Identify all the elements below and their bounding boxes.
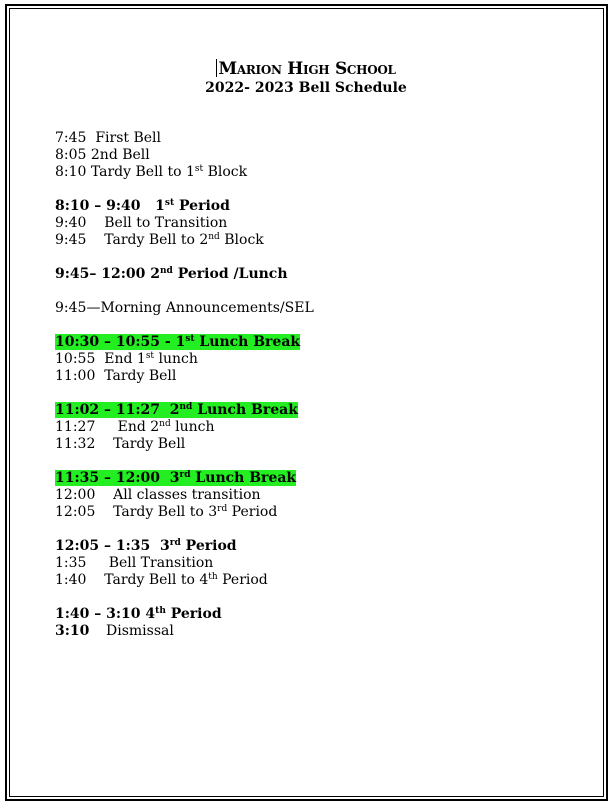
schedule-line	[55, 487, 261, 504]
ordinal-suffix: st	[164, 198, 175, 208]
line-text	[55, 419, 215, 435]
schedule-line	[55, 504, 277, 521]
ordinal-suffix: rd	[169, 538, 181, 548]
ordinal-suffix: rd	[179, 470, 191, 480]
line-text	[55, 606, 222, 622]
text-run: 11:35 – 12:00 3	[55, 470, 180, 486]
text-run: Lunch Break	[194, 334, 301, 350]
text-run: 3:10	[55, 623, 90, 639]
text-run: 8:05 2nd Bell	[55, 147, 150, 163]
schedule-line	[55, 130, 161, 147]
line-text	[55, 266, 288, 282]
line-text	[55, 232, 264, 248]
ordinal-suffix: th	[155, 606, 166, 616]
line-text	[55, 164, 247, 180]
text-run: lunch	[170, 419, 215, 435]
text-run: lunch	[154, 351, 198, 367]
text-run: Lunch Break	[190, 470, 297, 486]
text-run: Period /Lunch	[172, 266, 288, 282]
line-text	[55, 130, 161, 146]
text-run: 9:40 Bell to Transition	[55, 215, 228, 231]
line-text	[55, 623, 89, 639]
dismissal-time	[55, 623, 89, 640]
text-run: Period	[227, 504, 278, 520]
schedule-subtitle: 2022- 2023 Bell Schedule	[205, 80, 407, 96]
schedule-line	[55, 232, 264, 249]
text-run: Dismissal	[106, 623, 174, 639]
schedule-line	[55, 368, 176, 385]
text-run: Period	[217, 572, 268, 588]
schedule-period-heading	[55, 266, 288, 283]
schedule-line	[55, 419, 215, 436]
ordinal-suffix: st	[185, 334, 195, 344]
text-run: 11:32 Tardy Bell	[55, 436, 186, 452]
line-text	[55, 555, 213, 571]
ordinal-suffix: st	[145, 351, 155, 361]
text-run: Block	[203, 164, 248, 180]
text-run: 9:45 Tardy Bell to 2	[55, 232, 209, 248]
text-run: Period	[174, 198, 230, 214]
ordinal-suffix: nd	[179, 402, 193, 412]
ordinal-suffix: nd	[159, 419, 171, 429]
schedule-line	[55, 436, 185, 453]
dismissal-label	[106, 623, 174, 640]
line-text	[55, 351, 198, 367]
line-text	[55, 300, 314, 316]
ordinal-suffix: nd	[160, 266, 173, 276]
line-text	[106, 623, 174, 639]
schedule-period-heading	[55, 198, 230, 215]
text-run: 11:27 End 2	[55, 419, 160, 435]
lunch-break-heading	[55, 402, 298, 419]
line-text	[55, 470, 296, 486]
schedule-line	[55, 555, 213, 572]
school-title-text: Marion High School	[218, 59, 396, 79]
lunch-break-heading	[55, 470, 296, 487]
text-run: 8:10 Tardy Bell to 1	[55, 164, 195, 180]
text-run: 12:05 – 1:35 3	[55, 538, 170, 554]
schedule-line	[55, 300, 314, 317]
lunch-break-heading	[55, 334, 300, 351]
text-run: 12:00 All classes transition	[55, 487, 261, 503]
line-text	[55, 147, 150, 163]
line-text	[55, 538, 237, 554]
text-run: 1:35 Bell Transition	[55, 555, 214, 571]
text-run: 11:00 Tardy Bell	[55, 368, 177, 384]
text-run: Period	[165, 606, 222, 622]
line-text	[55, 436, 185, 452]
ordinal-suffix: th	[208, 572, 218, 582]
schedule-period-heading	[55, 538, 237, 555]
schedule-line	[55, 147, 150, 164]
schedule-line	[55, 572, 268, 589]
text-run: 9:45– 12:00 2	[55, 266, 161, 282]
text-run: 8:10 – 9:40 1	[55, 198, 165, 214]
text-run: 11:02 – 11:27 2	[55, 402, 180, 418]
line-text	[55, 572, 268, 588]
line-text	[55, 368, 176, 384]
ordinal-suffix: st	[194, 164, 204, 174]
text-run: Block	[219, 232, 264, 248]
text-run: 9:45—Morning Announcements/SEL	[55, 300, 314, 316]
line-text	[55, 215, 227, 231]
line-text	[55, 487, 261, 503]
line-text	[55, 198, 230, 214]
text-run: 12:05 Tardy Bell to 3	[55, 504, 218, 520]
text-run: 1:40 Tardy Bell to 4	[55, 572, 209, 588]
text-run: Period	[180, 538, 237, 554]
line-text	[55, 402, 298, 418]
line-text	[55, 504, 277, 520]
schedule-line	[55, 215, 227, 232]
text-run: 10:30 – 10:55 - 1	[55, 334, 186, 350]
text-run: 10:55 End 1	[55, 351, 146, 367]
schedule-period-heading	[55, 606, 222, 623]
schedule-line	[55, 351, 198, 368]
ordinal-suffix: rd	[217, 504, 228, 514]
text-run: Lunch Break	[192, 402, 298, 418]
school-title	[0, 59, 612, 79]
ordinal-suffix: nd	[208, 232, 220, 242]
schedule-line	[55, 164, 247, 181]
text-run: 7:45 First Bell	[55, 130, 162, 146]
line-text	[55, 334, 300, 350]
text-run: 1:40 – 3:10 4	[55, 606, 156, 622]
